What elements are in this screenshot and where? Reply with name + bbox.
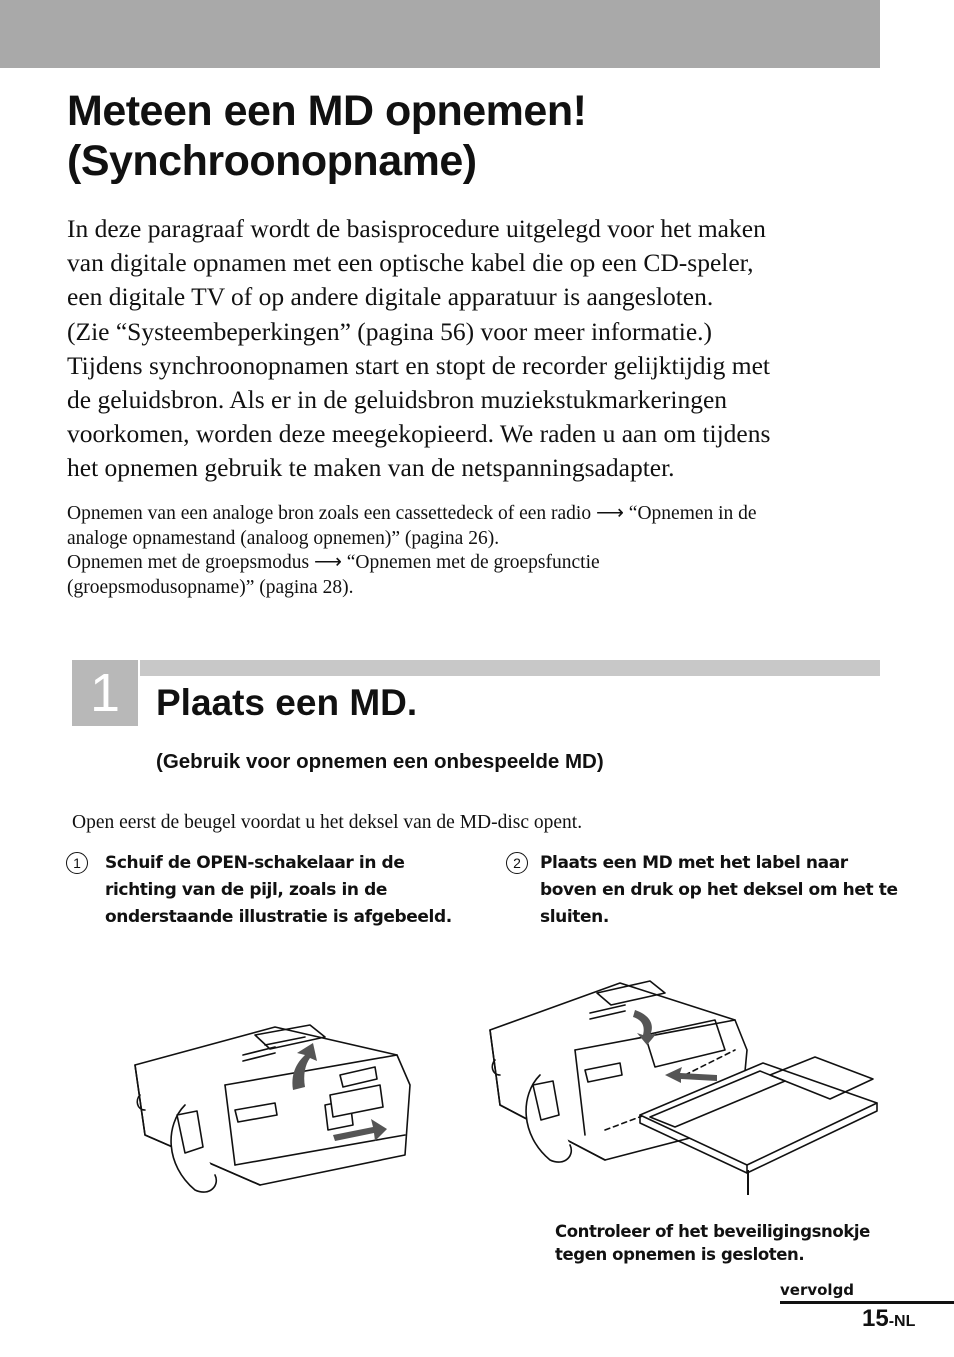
intro-line: de geluidsbron. Als er in de geluidsbron muziekstukmarkeringen — [67, 385, 728, 415]
md-insertion-illustration — [485, 975, 885, 1195]
instruction-2 — [540, 850, 898, 931]
intro-line: het opnemen gebruik te maken van de netspanningsadapter. — [67, 453, 675, 483]
cross-references — [67, 502, 887, 600]
page-title — [67, 86, 586, 186]
instruction-marker: 1 — [66, 852, 88, 874]
page-number — [862, 1304, 915, 1337]
step-number-badge: 1 — [72, 660, 138, 726]
continued-label: vervolgd — [780, 1281, 855, 1299]
page-title-line: (Synchroonopname) — [67, 137, 477, 185]
intro-line: voorkomen, worden deze meegekopieerd. We raden u aan om tijdens — [67, 419, 771, 449]
instruction-line: Plaats een MD met het label naar — [540, 853, 848, 873]
intro-paragraph — [67, 212, 887, 486]
recorder-open-switch-illustration — [125, 1015, 415, 1200]
page-title-line: Meteen een MD opnemen! — [67, 87, 587, 135]
page-number-value: 15 — [862, 1305, 889, 1332]
intro-line: (Zie “Systeembeperkingen” (pagina 56) voor meer informatie.) — [67, 316, 713, 346]
intro-line: Tijdens synchroonopnamen start en stopt de recorder gelijktijdig met — [67, 350, 771, 380]
caption-line: Controleer of het beveiligingsnokje — [555, 1222, 870, 1241]
instruction-line: boven en druk op het deksel om het te — [540, 880, 898, 900]
instruction-marker: 2 — [506, 852, 528, 874]
reference-line: (groepsmodusopname)” (pagina 28). — [67, 576, 354, 598]
step-subtitle: (Gebruik voor opnemen een onbespeelde MD) — [156, 750, 604, 773]
step-header-bar — [140, 660, 880, 676]
instruction-line: onderstaande illustratie is afgebeeld. — [105, 907, 452, 927]
instruction-line: richting van de pijl, zoals in de — [105, 880, 388, 900]
illustration-caption — [555, 1220, 870, 1266]
reference-line: Opnemen met de groepsmodus ⟶ “Opnemen met de groepsfunctie — [67, 552, 600, 573]
instruction-line: sluiten. — [540, 907, 609, 927]
instruction-1 — [105, 850, 452, 931]
reference-line: Opnemen van een analoge bron zoals een cassettedeck of een radio ⟶ “Opnemen in de — [67, 503, 757, 524]
instruction-line: Schuif de OPEN-schakelaar in de — [105, 853, 405, 873]
reference-line: analoge opnamestand (analoog opnemen)” (pagina 26). — [67, 527, 500, 549]
intro-line: In deze paragraaf wordt de basisprocedure uitgelegd voor het maken — [67, 214, 766, 243]
header-band — [0, 0, 880, 68]
step-note: Open eerst de beugel voordat u het deksel van de MD-disc opent. — [72, 812, 583, 833]
caption-line: tegen opnemen is gesloten. — [555, 1245, 805, 1264]
intro-line: van digitale opnamen met een optische kabel die op een CD-speler, — [67, 248, 754, 278]
step-title: Plaats een MD. — [156, 682, 418, 723]
intro-line: een digitale TV of op andere digitale apparatuur is aangesloten. — [67, 282, 714, 312]
page-number-suffix: -NL — [888, 1313, 916, 1330]
